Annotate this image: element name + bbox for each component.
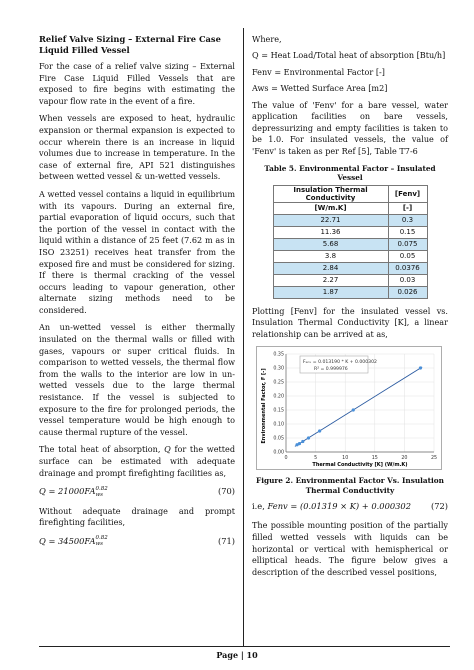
data-point (295, 443, 298, 446)
equation-70: Q = 21000FA 0.82 ws (70) (39, 485, 235, 498)
paragraph: The total heat of absorption, Q for the wetted surface can be estimated with adequate drainage and prompt firefighting facilities as, (39, 444, 235, 478)
x-tick-label: 5 (314, 456, 318, 462)
equation-number: (71) (217, 535, 235, 546)
x-tick-label: 15 (371, 456, 378, 462)
env-factor-table (273, 185, 428, 299)
left-column (39, 34, 235, 555)
equation-number: (72) (430, 501, 448, 512)
y-axis-label: Environmental Factor, F [-] (261, 368, 267, 444)
env-factor-chart (256, 346, 448, 474)
data-point (307, 437, 310, 440)
table-row: 2.27 0.03 (273, 274, 427, 286)
table-row: 11.36 0.15 (273, 226, 427, 238)
paragraph: An un-wetted vessel is either thermally insulated on the thermal walls or filled with gases, vapours or super critical fluids. In comparison to wetted vessels, the thermal flow from the walls to the interior are low in un-wetted vessels due to the large thermal resistance. If the vessel is subjected to exposure to the fire for prolonged periods, the vessel temperature would be high enough to cause thermal rupture of the vessel. (39, 322, 235, 437)
table-header: Insulation Thermal Conductivity (273, 185, 388, 202)
table-header: [Fenv] (388, 185, 427, 202)
section-heading: Relief Valve Sizing – External Fire Case Liquid Filled Vessel (39, 34, 221, 55)
table-row: 22.71 0.3 (273, 214, 427, 226)
definition-aws: Aws = Wetted Surface Area [m2] (252, 83, 388, 94)
annotation-r2: R² = 0.999976 (314, 367, 348, 373)
paragraph: Without adequate drainage and prompt firefighting facilities, (39, 505, 235, 528)
x-tick-label: 20 (401, 456, 408, 462)
equation-72: i.e, Fenv = (0.01319 × K) + 0.000302 (72) (252, 501, 448, 512)
definition-fenv: Fenv = Environmental Factor [-] (252, 66, 385, 77)
equation-number: (70) (217, 486, 235, 497)
data-point (318, 430, 321, 433)
y-tick-label: 0.25 (273, 380, 284, 386)
definition-q: Q = Heat Load/Total heat of absorption [Btu/h] (252, 50, 446, 61)
table-row: 1.87 0.026 (273, 286, 427, 298)
table-unit: [-] (388, 202, 427, 214)
paragraph: For the case of a relief valve sizing – External Fire Case Liquid Filled Vessels that are exposed to fire begins with estimating the vapour flow rate in the event of a fire. (39, 61, 235, 106)
where-label: Where, (252, 34, 282, 44)
y-tick-label: 0.30 (273, 366, 284, 372)
equation-71: Q = 34500FA 0.82 ws (71) (39, 535, 235, 548)
y-tick-label: 0.35 (273, 352, 284, 358)
paragraph: The possible mounting position of the partially filled wetted vessels with liquids can be horizontal or vertical with hemispherical or elliptical heads. The figure below gives a description of the described vessel positions, (252, 520, 448, 577)
x-axis-label: Thermal Conductivity [K] (W/m.K) (312, 462, 408, 469)
paragraph: A wetted vessel contains a liquid in equilibrium with its vapours. During an external fire, partial evaporation of liquid occurs, such that the portion of the vessel in contact with the liquid within a distance of 25 feet (7.62 m as in ISO 23251) receives heat transfer from the exposed fire and must be considered for sizing. If there is thermal cracking of the vessel occurs leading to vapour generation, other alternate sizing methods need to be considered. (39, 188, 235, 315)
data-point (419, 367, 422, 370)
x-tick-label: 0 (284, 456, 288, 462)
paragraph: Plotting [Fenv] for the insulated vessel vs. Insulation Thermal Conductivity [K], a linear relationship can be arrived at as, (252, 305, 448, 339)
x-tick-label: 10 (342, 456, 349, 462)
table-caption: Table 5. Environmental Factor – Insulated Vessel (264, 163, 436, 182)
table-row: 3.8 0.05 (273, 250, 427, 262)
page-number: Page | 10 (216, 650, 258, 660)
y-tick-label: 0.00 (273, 450, 284, 456)
column-divider (243, 28, 244, 646)
y-tick-label: 0.10 (273, 422, 284, 428)
y-tick-label: 0.15 (273, 408, 284, 414)
data-point (352, 409, 355, 412)
table-row: 2.84 0.0376 (273, 262, 427, 274)
chart-svg (256, 346, 442, 470)
figure-caption: Figure 2. Environmental Factor Vs. Insulation Thermal Conductivity (256, 476, 444, 496)
table-row: 5.68 0.075 (273, 238, 427, 250)
data-point (301, 440, 304, 443)
paragraph: When vessels are exposed to heat, hydraulic expansion or thermal expansion is expected to occur wherein there is an increase in liquid volumes due to increase in temperature. In the case of external fire, API 521 distinguishes between wetted vessel & un-wetted vessels. (39, 113, 235, 182)
y-tick-label: 0.20 (273, 394, 284, 400)
table-unit: [W/m.K] (273, 202, 388, 214)
annotation-equation: Fₑₙᵥ = 0.013190 * K + 0.000302 (303, 360, 377, 366)
right-column (252, 34, 448, 584)
footer-rule (39, 646, 450, 647)
y-tick-label: 0.05 (273, 436, 284, 442)
paragraph: The value of 'Fenv' for a bare vessel, water application facilities on bare vessels, depressurizing and empty facilities is taken to be 1.0. For insulated vessels, the value of 'Fenv' is taken as per Ref [5], Table T7-6 (252, 99, 448, 156)
x-tick-label: 25 (430, 456, 438, 462)
